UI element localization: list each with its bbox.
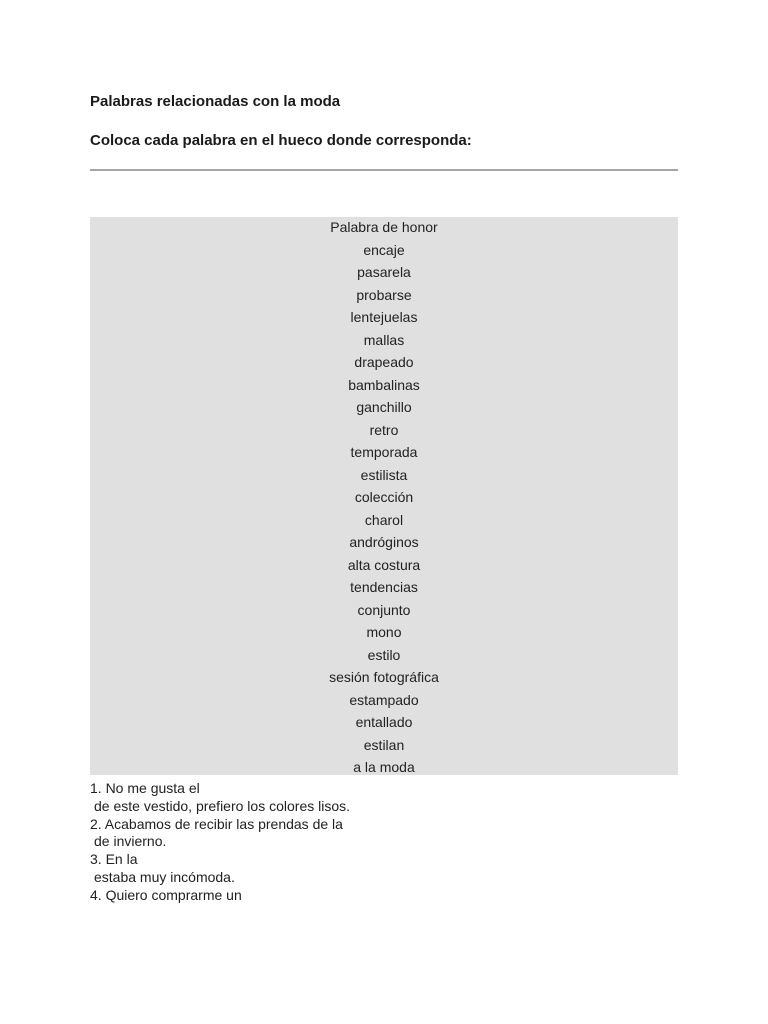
- word-bank-item: estampado: [349, 691, 419, 708]
- exercise-line: 3. En la: [90, 851, 138, 868]
- word-bank-item: encaje: [363, 241, 405, 258]
- word-bank-item: alta costura: [347, 556, 421, 573]
- word-bank-item: entallado: [355, 714, 413, 730]
- exercise-line: de invierno.: [94, 833, 167, 850]
- exercise-line: 2. Acabamos de recibir las prendas de la: [90, 815, 343, 832]
- word-bank-item: estilista: [360, 466, 408, 483]
- word-bank-item: conjunto: [357, 601, 411, 618]
- word-bank-item: a la moda: [353, 759, 415, 775]
- exercise-list: [90, 780, 678, 905]
- word-bank-item: Palabra de honor: [330, 219, 438, 235]
- horizontal-divider: [90, 169, 678, 171]
- exercise-line: 4. Quiero comprarme un: [90, 886, 242, 903]
- exercise-line: de este vestido, prefiero los colores lisos.: [94, 797, 351, 814]
- word-bank-item: retro: [369, 421, 399, 438]
- word-bank-item: ganchillo: [356, 399, 412, 415]
- word-bank: [90, 217, 678, 775]
- word-bank-item: temporada: [350, 444, 418, 460]
- word-bank-item: sesión fotográfica: [329, 669, 439, 685]
- word-bank-item: andróginos: [349, 534, 419, 550]
- word-bank-item: charol: [364, 511, 404, 528]
- word-bank-item: mono: [366, 624, 402, 640]
- word-bank-item: mallas: [363, 331, 405, 348]
- word-bank-item: lentejuelas: [350, 309, 418, 325]
- word-bank-item: colección: [354, 489, 414, 505]
- word-bank-item: drapeado: [354, 354, 414, 370]
- word-bank-item: estilan: [363, 736, 405, 753]
- exercise-line: 1. No me gusta el: [90, 780, 200, 796]
- word-bank-item: pasarela: [357, 264, 411, 280]
- page-title: Palabras relacionadas con la moda: [90, 93, 341, 110]
- word-bank-item: estilo: [367, 646, 401, 663]
- word-bank-item: tendencias: [350, 579, 418, 595]
- instruction-text: Coloca cada palabra en el hueco donde corresponda:: [90, 132, 472, 149]
- word-bank-item: probarse: [356, 286, 412, 303]
- word-bank-item: bambalinas: [348, 376, 420, 393]
- exercise-line: estaba muy incómoda.: [94, 868, 235, 885]
